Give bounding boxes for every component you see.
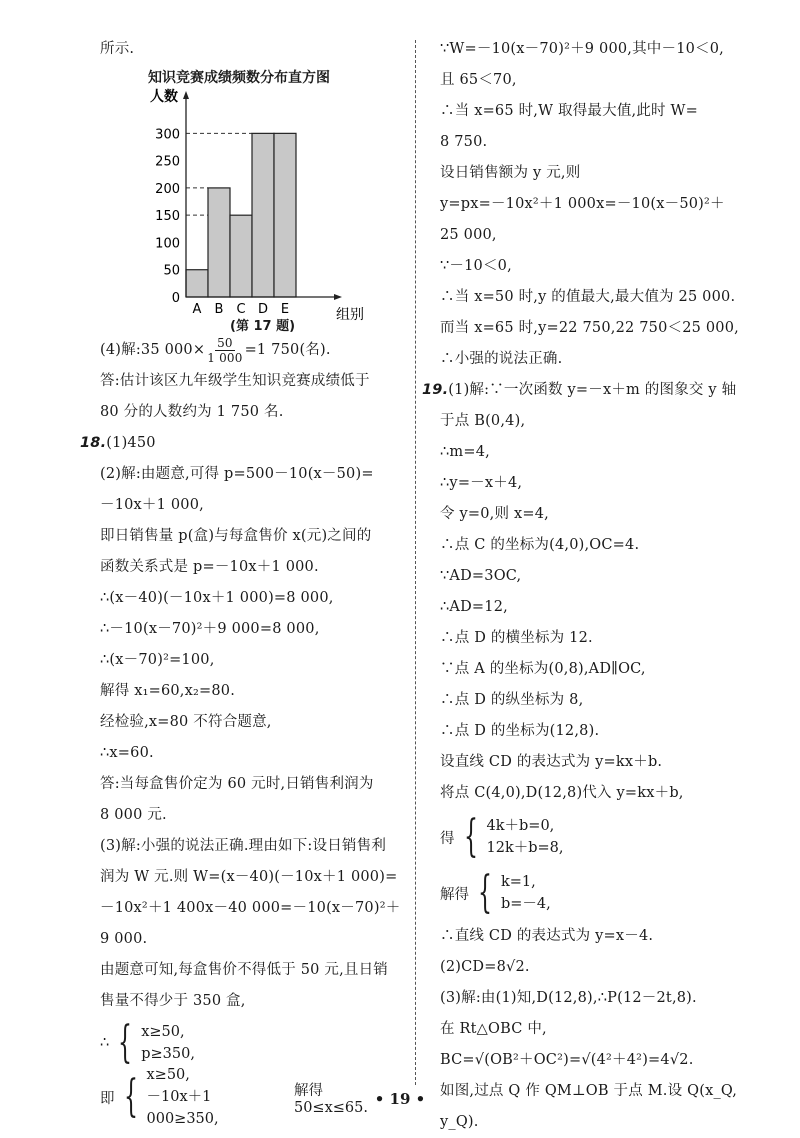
q18-line: 即日销售量 p(盒)与每盒售价 x(元)之间的 xyxy=(100,528,372,544)
q18-cont-line: 设日销售额为 y 元,则 xyxy=(440,165,581,181)
q18-cont-line: ∴小强的说法正确. xyxy=(440,351,563,367)
q18-line: －10x²＋1 400x－40 000=－10(x－70)²＋ xyxy=(100,900,401,916)
q18-line: 润为 W 元.则 W=(x－40)(－10x＋1 000)= xyxy=(100,869,398,885)
y-tick-label: 200 xyxy=(155,181,180,197)
x-tick-label: C xyxy=(236,302,246,317)
q18-cont-line: 25 000, xyxy=(440,227,497,243)
question-number: 18. xyxy=(80,435,107,451)
q18-line: －10x＋1 000, xyxy=(100,497,204,513)
q19-line: ∵AD=3OC, xyxy=(440,568,522,584)
x-tick-label: B xyxy=(214,302,224,317)
right-column xyxy=(422,34,770,1138)
q19-line: ∴点 D 的横坐标为 12. xyxy=(440,630,593,646)
system-row: －10x＋1 000≥350, xyxy=(146,1089,219,1127)
q19-line: (3)解:由(1)知,D(12,8),∴P(12－2t,8). xyxy=(440,990,697,1006)
system-row: p≥350, xyxy=(141,1046,195,1062)
x-axis-arrow xyxy=(334,294,342,300)
q19-line: ∴m=4, xyxy=(440,444,490,460)
q19-line: ∴直线 CD 的表达式为 y=x－4. xyxy=(440,928,654,944)
x-tick-label: D xyxy=(257,302,269,317)
chart-title: 知识竞赛成绩频数分布直方图 xyxy=(148,70,330,86)
y-axis-arrow xyxy=(183,91,189,99)
system-prefix: 得 xyxy=(440,830,455,847)
left-brace: { xyxy=(118,1017,133,1068)
q19-line: 令 y=0,则 x=4, xyxy=(440,506,549,522)
y-tick-label: 50 xyxy=(163,263,180,279)
q18-line: 答:当每盒售价定为 60 元时,日销售利润为 xyxy=(100,776,374,792)
histogram-bar xyxy=(252,133,274,297)
q17-part4-suffix: =1 750(名). xyxy=(244,342,331,358)
system-rows xyxy=(501,871,551,915)
histogram-chart xyxy=(100,87,400,337)
q19-line: 如图,过点 Q 作 QM⊥OB 于点 M.设 Q(x_Q, xyxy=(440,1083,738,1099)
q18-line: 8 000 元. xyxy=(100,807,167,823)
q18-line: ∴－10(x－70)²＋9 000=8 000, xyxy=(100,621,320,637)
x-tick-label: E xyxy=(280,302,290,317)
q19-line: y_Q). xyxy=(440,1114,479,1130)
histogram-bar xyxy=(186,270,208,297)
equation-system xyxy=(440,865,770,921)
chart-caption: (第 17 题) xyxy=(230,319,296,334)
q17-part4-prefix: (4)解:35 000× xyxy=(100,342,206,358)
q18-line: 9 000. xyxy=(100,931,148,947)
q19-line: 设直线 CD 的表达式为 y=kx＋b. xyxy=(440,754,663,770)
q17-part4 xyxy=(100,335,400,366)
q19-line: 于点 B(0,4), xyxy=(440,413,526,429)
q19-line: ∴点 C 的坐标为(4,0),OC=4. xyxy=(440,537,640,553)
question-number: 19. xyxy=(422,382,449,398)
q18-cont-line: ∴当 x=65 时,W 取得最大值,此时 W= xyxy=(440,103,698,119)
y-tick-label: 100 xyxy=(155,236,180,252)
q19-line: 在 Rt△OBC 中, xyxy=(440,1021,547,1037)
equation-system xyxy=(440,809,770,865)
left-brace: { xyxy=(463,811,478,862)
q18-part1 xyxy=(80,428,400,459)
q18-line: 由题意可知,每盒售价不得低于 50 元,且日销 xyxy=(100,962,388,978)
q19-line: (2)CD=8√2. xyxy=(440,959,530,975)
fraction-denominator: 1 000 xyxy=(207,350,243,365)
left-brace: { xyxy=(123,1071,138,1122)
system-rows xyxy=(487,815,564,859)
q18-cont-line: ∵－10＜0, xyxy=(440,258,512,274)
page-number: • 19 • xyxy=(374,1090,426,1108)
system-suffix: 解得 50≤x≤65. xyxy=(293,1082,368,1116)
system-prefix: 解得 xyxy=(440,886,469,903)
q18-line: 函数关系式是 p=－10x＋1 000. xyxy=(100,559,319,575)
histogram-figure xyxy=(100,65,400,335)
histogram-bar xyxy=(274,133,296,297)
system-prefix: ∴ xyxy=(100,1035,110,1051)
q18-cont-line: 而当 x=65 时,y=22 750,22 750＜25 000, xyxy=(440,320,739,336)
q19-line: ∴AD=12, xyxy=(440,599,508,615)
y-axis-label: 人数 xyxy=(150,89,178,105)
y-tick-label: 300 xyxy=(155,127,180,143)
q18-line: 售量不得少于 350 盒, xyxy=(100,993,246,1009)
q17-answer-line: 答:估计该区九年级学生知识竞赛成绩低于 xyxy=(100,373,370,389)
x-axis-label: 组别 xyxy=(336,307,364,323)
left-brace: { xyxy=(478,867,492,918)
system-row: 4k＋b=0, xyxy=(486,818,555,834)
fraction-numerator: 50 xyxy=(217,335,233,350)
y-tick-label: 0 xyxy=(171,291,180,306)
histogram-bar xyxy=(208,188,230,297)
fraction xyxy=(207,336,242,365)
q19-line: BC=√(OB²＋OC²)=√(4²＋4²)=4√2. xyxy=(440,1052,694,1068)
y-tick-label: 250 xyxy=(155,154,180,170)
q19-line: 将点 C(4,0),D(12,8)代入 y=kx＋b, xyxy=(440,785,684,801)
q17-answer-line: 80 分的人数约为 1 750 名. xyxy=(100,404,284,420)
q18-line: 解得 x₁=60,x₂=80. xyxy=(100,683,236,699)
q18-line: (1)450 xyxy=(106,435,156,451)
x-tick-label: A xyxy=(192,302,202,317)
q18-line: ∴x=60. xyxy=(100,745,154,761)
q18-cont-line: ∵W=－10(x－70)²＋9 000,其中－10＜0, xyxy=(440,41,724,57)
left-column xyxy=(80,34,401,1127)
q18-cont-line: 8 750. xyxy=(440,134,488,150)
q18-cont-line: y=px=－10x²＋1 000x=－10(x－50)²＋ xyxy=(440,196,725,212)
q18-line: ∴(x－70)²=100, xyxy=(100,652,215,668)
system-row: b=－4, xyxy=(501,896,551,912)
q18-line: 经检验,x=80 不符合题意, xyxy=(100,714,272,730)
system-row: x≥50, xyxy=(141,1024,185,1040)
y-tick-label: 150 xyxy=(155,209,180,225)
q18-cont-line: 且 65＜70, xyxy=(440,72,517,88)
q19-line: ∴点 D 的纵坐标为 8, xyxy=(440,692,584,708)
q19-line: ∴点 D 的坐标为(12,8). xyxy=(440,723,600,739)
histogram-bar xyxy=(230,215,252,297)
q19-part1 xyxy=(422,375,770,406)
q18-line: (2)解:由题意,可得 p=500－10(x－50)= xyxy=(100,466,374,482)
system-rows xyxy=(141,1021,195,1065)
q19-line: (1)解:∵一次函数 y=－x＋m 的图象交 y 轴 xyxy=(448,382,737,398)
system-prefix: 即 xyxy=(100,1090,115,1107)
q18-cont-line: ∴当 x=50 时,y 的值最大,最大值为 25 000. xyxy=(440,289,736,305)
intro-text: 所示. xyxy=(100,41,135,57)
q18-line: ∴(x－40)(－10x＋1 000)=8 000, xyxy=(100,590,334,606)
q19-line: ∴y=－x＋4, xyxy=(440,475,523,491)
column-divider xyxy=(415,40,416,1085)
system-row: 12k＋b=8, xyxy=(486,840,564,856)
q19-line: ∵点 A 的坐标为(0,8),AD∥OC, xyxy=(440,661,646,677)
system-row: x≥50, xyxy=(146,1067,190,1083)
system-row: k=1, xyxy=(501,874,536,890)
q18-line: (3)解:小强的说法正确.理由如下:设日销售利 xyxy=(100,838,387,854)
equation-system xyxy=(100,1017,400,1069)
